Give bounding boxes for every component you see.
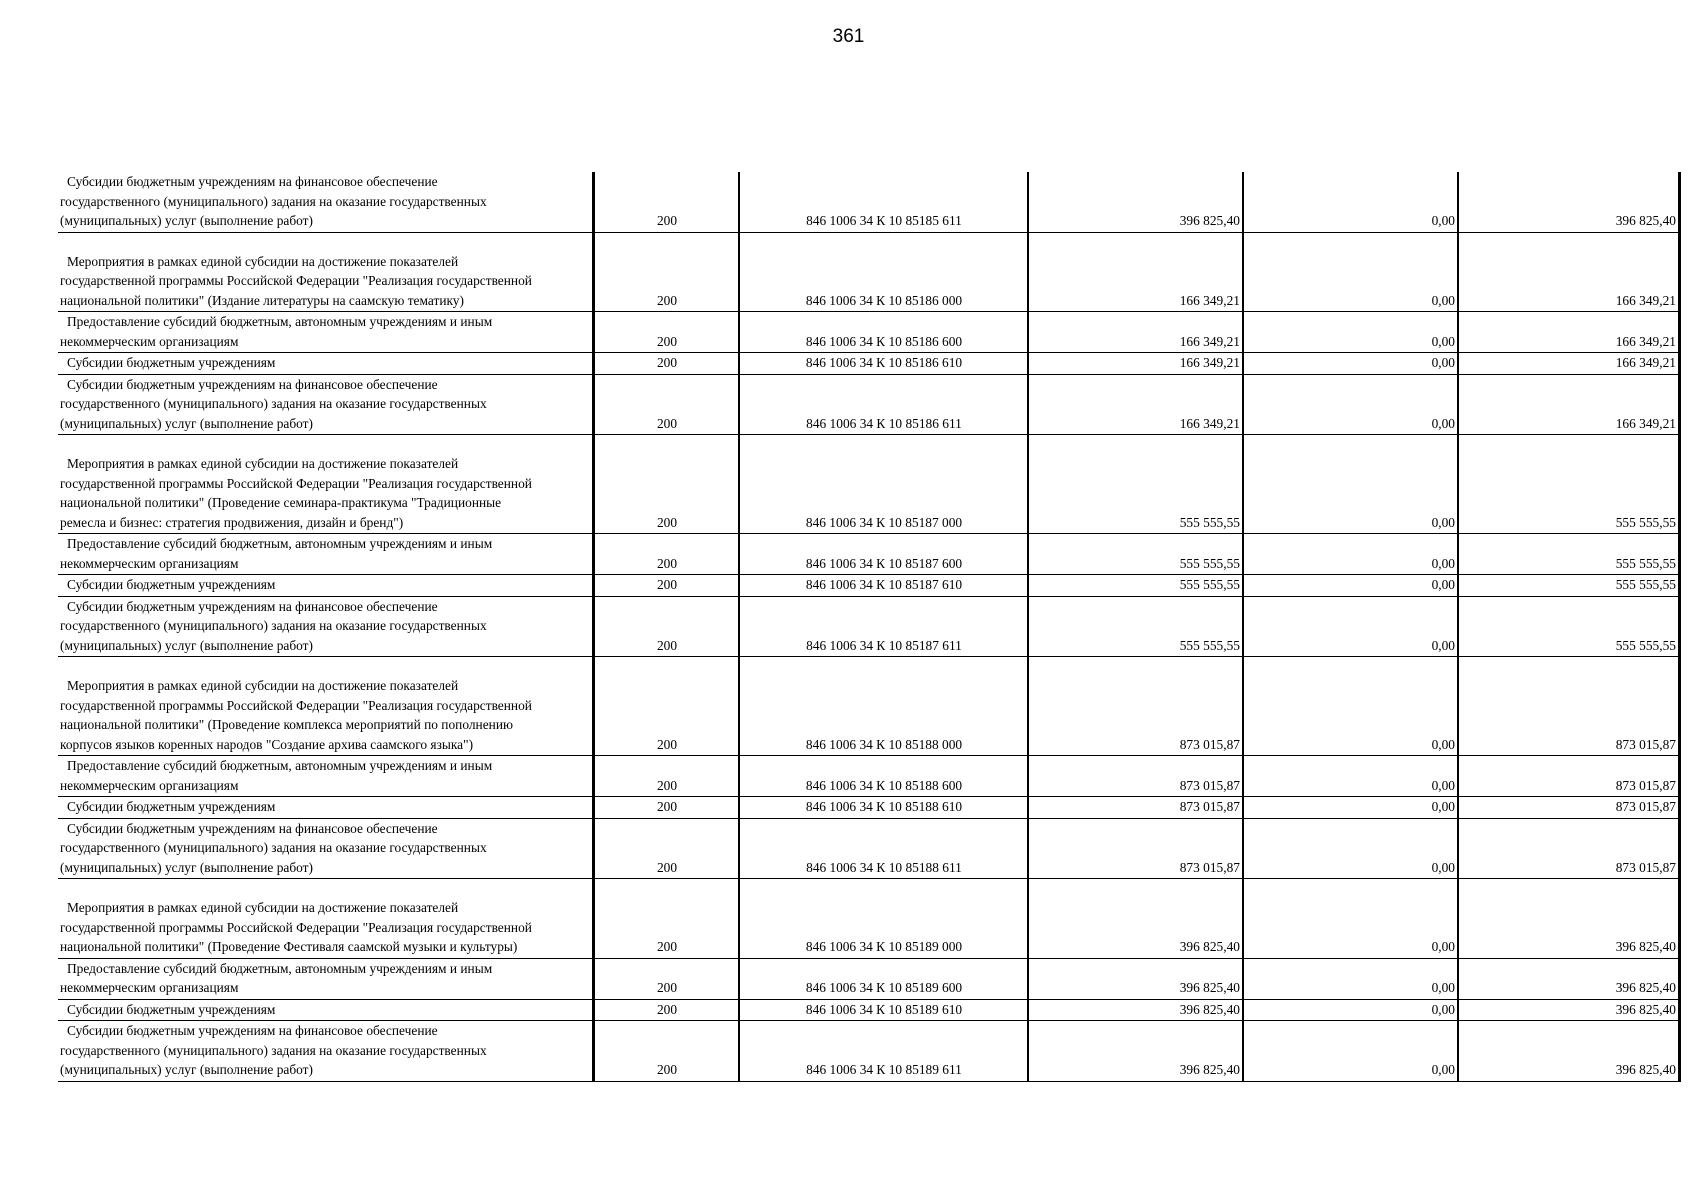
amount-plan-cell: 396 825,40 bbox=[1028, 958, 1243, 999]
amount-change-cell: 0,00 bbox=[1243, 534, 1458, 575]
expense-name-line: Субсидии бюджетным учреждениям на финансовое обеспечение bbox=[67, 820, 438, 836]
expense-name-line: (муниципальных) услуг (выполнение работ) bbox=[60, 859, 313, 875]
admin-code-cell: 200 bbox=[594, 958, 740, 999]
admin-code-cell: 200 bbox=[594, 172, 740, 232]
budget-classification-cell: 846 1006 34 К 10 85186 611 bbox=[739, 374, 1028, 435]
budget-classification-cell: 846 1006 34 К 10 85188 611 bbox=[739, 818, 1028, 879]
amount-total-cell: 396 825,40 bbox=[1458, 958, 1680, 999]
expense-name-cell bbox=[58, 818, 594, 879]
expense-name-line: Субсидии бюджетным учреждениям bbox=[67, 1001, 276, 1017]
expense-name-line: некоммерческим организациям bbox=[60, 777, 239, 793]
budget-classification-cell: 846 1006 34 К 10 85188 600 bbox=[739, 756, 1028, 797]
amount-change-cell: 0,00 bbox=[1243, 232, 1458, 312]
admin-code-cell: 200 bbox=[594, 1021, 740, 1082]
amount-change-cell: 0,00 bbox=[1243, 374, 1458, 435]
table-row bbox=[58, 999, 1680, 1021]
amount-total-cell: 396 825,40 bbox=[1458, 879, 1680, 959]
budget-table bbox=[58, 172, 1681, 1082]
amount-change-cell: 0,00 bbox=[1243, 312, 1458, 353]
table-row bbox=[58, 657, 1680, 756]
table-row bbox=[58, 596, 1680, 657]
budget-classification-cell: 846 1006 34 К 10 85189 600 bbox=[739, 958, 1028, 999]
expense-name-line: (муниципальных) услуг (выполнение работ) bbox=[60, 637, 313, 653]
table-row bbox=[58, 172, 1680, 232]
amount-plan-cell: 555 555,55 bbox=[1028, 435, 1243, 534]
admin-code-cell: 200 bbox=[594, 232, 740, 312]
amount-total-cell: 555 555,55 bbox=[1458, 575, 1680, 597]
amount-plan-cell: 555 555,55 bbox=[1028, 575, 1243, 597]
budget-classification-cell: 846 1006 34 К 10 85189 000 bbox=[739, 879, 1028, 959]
expense-name-line: Предоставление субсидий бюджетным, автономным учреждениям и иным bbox=[67, 758, 493, 773]
expense-name-line: государственного (муниципального) задания на оказание государственных bbox=[60, 840, 487, 855]
amount-plan-cell: 873 015,87 bbox=[1028, 818, 1243, 879]
expense-name-line: Субсидии бюджетным учреждениям на финансовое обеспечение bbox=[67, 598, 438, 614]
budget-table-body bbox=[58, 172, 1680, 1081]
amount-plan-cell: 555 555,55 bbox=[1028, 534, 1243, 575]
admin-code-cell: 200 bbox=[594, 534, 740, 575]
amount-total-cell: 873 015,87 bbox=[1458, 797, 1680, 819]
amount-plan-cell: 396 825,40 bbox=[1028, 879, 1243, 959]
page-number: 361 bbox=[832, 26, 865, 47]
admin-code-cell: 200 bbox=[594, 575, 740, 597]
budget-classification-cell: 846 1006 34 К 10 85187 610 bbox=[739, 575, 1028, 597]
expense-name-cell bbox=[58, 999, 594, 1021]
expense-name-line: национальной политики" (Проведение семинара-практикума "Традиционные bbox=[60, 495, 502, 510]
admin-code-cell: 200 bbox=[594, 596, 740, 657]
expense-name-cell bbox=[58, 534, 594, 575]
expense-name-line: государственной программы Российской Федерации "Реализация государственной bbox=[60, 697, 532, 713]
table-row bbox=[58, 232, 1680, 312]
amount-change-cell: 0,00 bbox=[1243, 797, 1458, 819]
amount-change-cell: 0,00 bbox=[1243, 575, 1458, 597]
expense-name-line: (муниципальных) услуг (выполнение работ) bbox=[60, 415, 313, 431]
table-row bbox=[58, 312, 1680, 353]
amount-plan-cell: 873 015,87 bbox=[1028, 797, 1243, 819]
expense-name-cell bbox=[58, 879, 594, 959]
expense-name-line: государственного (муниципального) задания на оказание государственных bbox=[60, 1042, 487, 1058]
expense-name-line: Предоставление субсидий бюджетным, автономным учреждениям и иным bbox=[67, 314, 493, 329]
expense-name-cell bbox=[58, 575, 594, 597]
amount-plan-cell: 166 349,21 bbox=[1028, 353, 1243, 375]
amount-total-cell: 396 825,40 bbox=[1458, 172, 1680, 232]
expense-name-line: Предоставление субсидий бюджетным, автономным учреждениям и иным bbox=[67, 960, 493, 976]
budget-classification-cell: 846 1006 34 К 10 85186 610 bbox=[739, 353, 1028, 375]
expense-name-line: (муниципальных) услуг (выполнение работ) bbox=[60, 213, 313, 228]
expense-name-cell bbox=[58, 312, 594, 353]
amount-total-cell: 166 349,21 bbox=[1458, 353, 1680, 375]
amount-plan-cell: 873 015,87 bbox=[1028, 756, 1243, 797]
expense-name-line: Субсидии бюджетным учреждениям bbox=[67, 577, 276, 592]
admin-code-cell: 200 bbox=[594, 353, 740, 375]
expense-name-line: Субсидии бюджетным учреждениям bbox=[67, 355, 276, 370]
amount-total-cell: 166 349,21 bbox=[1458, 312, 1680, 353]
budget-classification-cell: 846 1006 34 К 10 85188 610 bbox=[739, 797, 1028, 819]
amount-total-cell: 555 555,55 bbox=[1458, 435, 1680, 534]
expense-name-cell bbox=[58, 958, 594, 999]
expense-name-cell bbox=[58, 353, 594, 375]
budget-classification-cell: 846 1006 34 К 10 85187 611 bbox=[739, 596, 1028, 657]
amount-plan-cell: 396 825,40 bbox=[1028, 1021, 1243, 1082]
table-row bbox=[58, 879, 1680, 959]
table-row bbox=[58, 1021, 1680, 1082]
admin-code-cell: 200 bbox=[594, 657, 740, 756]
expense-name-line: Субсидии бюджетным учреждениям на финансовое обеспечение bbox=[67, 376, 438, 392]
budget-classification-cell: 846 1006 34 К 10 85188 000 bbox=[739, 657, 1028, 756]
table-row bbox=[58, 958, 1680, 999]
amount-total-cell: 396 825,40 bbox=[1458, 999, 1680, 1021]
expense-name-line: корпусов языков коренных народов "Создание архива саамского языка") bbox=[60, 736, 474, 752]
amount-total-cell: 166 349,21 bbox=[1458, 232, 1680, 312]
budget-classification-cell: 846 1006 34 К 10 85185 611 bbox=[739, 172, 1028, 232]
table-row bbox=[58, 374, 1680, 435]
amount-change-cell: 0,00 bbox=[1243, 999, 1458, 1021]
expense-name-cell bbox=[58, 756, 594, 797]
admin-code-cell: 200 bbox=[594, 312, 740, 353]
expense-name-line: национальной политики" (Издание литературы на саамскую тематику) bbox=[60, 292, 464, 308]
amount-change-cell: 0,00 bbox=[1243, 435, 1458, 534]
expense-name-line: Предоставление субсидий бюджетным, автономным учреждениям и иным bbox=[67, 536, 493, 551]
table-row bbox=[58, 756, 1680, 797]
expense-name-line: Мероприятия в рамках единой субсидии на достижение показателей bbox=[67, 456, 459, 471]
table-row bbox=[58, 575, 1680, 597]
expense-name-line: национальной политики" (Проведение Фестиваля саамской музыки и культуры) bbox=[60, 939, 518, 954]
amount-total-cell: 873 015,87 bbox=[1458, 818, 1680, 879]
table-row bbox=[58, 353, 1680, 375]
amount-change-cell: 0,00 bbox=[1243, 818, 1458, 879]
amount-total-cell: 555 555,55 bbox=[1458, 596, 1680, 657]
budget-classification-cell: 846 1006 34 К 10 85187 000 bbox=[739, 435, 1028, 534]
amount-plan-cell: 873 015,87 bbox=[1028, 657, 1243, 756]
expense-name-line: Субсидии бюджетным учреждениям на финансовое обеспечение bbox=[67, 1023, 438, 1038]
admin-code-cell: 200 bbox=[594, 879, 740, 959]
expense-name-cell bbox=[58, 232, 594, 312]
amount-total-cell: 166 349,21 bbox=[1458, 374, 1680, 435]
admin-code-cell: 200 bbox=[594, 999, 740, 1021]
expense-name-line: государственной программы Российской Федерации "Реализация государственной bbox=[60, 475, 532, 491]
expense-name-cell bbox=[58, 596, 594, 657]
admin-code-cell: 200 bbox=[594, 435, 740, 534]
admin-code-cell: 200 bbox=[594, 756, 740, 797]
expense-name-line: ремесла и бизнес: стратегия продвижения, дизайн и бренд") bbox=[60, 514, 404, 530]
expense-name-line: государственного (муниципального) задания на оказание государственных bbox=[60, 193, 487, 209]
expense-name-line: государственного (муниципального) задания на оказание государственных bbox=[60, 396, 487, 411]
expense-name-cell bbox=[58, 435, 594, 534]
table-row bbox=[58, 818, 1680, 879]
expense-name-line: государственной программы Российской Федерации "Реализация государственной bbox=[60, 919, 532, 935]
expense-name-line: (муниципальных) услуг (выполнение работ) bbox=[60, 1062, 313, 1077]
amount-plan-cell: 166 349,21 bbox=[1028, 374, 1243, 435]
expense-name-line: Мероприятия в рамках единой субсидии на достижение показателей bbox=[67, 678, 459, 693]
amount-total-cell: 555 555,55 bbox=[1458, 534, 1680, 575]
table-row bbox=[58, 797, 1680, 819]
amount-change-cell: 0,00 bbox=[1243, 958, 1458, 999]
expense-name-cell bbox=[58, 657, 594, 756]
admin-code-cell: 200 bbox=[594, 374, 740, 435]
expense-name-cell bbox=[58, 1021, 594, 1082]
amount-change-cell: 0,00 bbox=[1243, 756, 1458, 797]
budget-classification-cell: 846 1006 34 К 10 85189 611 bbox=[739, 1021, 1028, 1082]
amount-total-cell: 873 015,87 bbox=[1458, 657, 1680, 756]
amount-total-cell: 873 015,87 bbox=[1458, 756, 1680, 797]
amount-change-cell: 0,00 bbox=[1243, 1021, 1458, 1082]
expense-name-line: Мероприятия в рамках единой субсидии на достижение показателей bbox=[67, 253, 459, 269]
expense-name-line: Субсидии бюджетным учреждениям на финансовое обеспечение bbox=[67, 174, 438, 189]
table-row bbox=[58, 435, 1680, 534]
expense-name-line: некоммерческим организациям bbox=[60, 333, 239, 349]
amount-change-cell: 0,00 bbox=[1243, 657, 1458, 756]
amount-plan-cell: 166 349,21 bbox=[1028, 312, 1243, 353]
expense-name-line: Мероприятия в рамках единой субсидии на достижение показателей bbox=[67, 900, 459, 915]
amount-change-cell: 0,00 bbox=[1243, 879, 1458, 959]
expense-name-line: национальной политики" (Проведение комплекса мероприятий по пополнению bbox=[60, 717, 513, 732]
budget-classification-cell: 846 1006 34 К 10 85187 600 bbox=[739, 534, 1028, 575]
expense-name-cell bbox=[58, 797, 594, 819]
table-row bbox=[58, 534, 1680, 575]
amount-plan-cell: 396 825,40 bbox=[1028, 172, 1243, 232]
amount-change-cell: 0,00 bbox=[1243, 172, 1458, 232]
amount-plan-cell: 555 555,55 bbox=[1028, 596, 1243, 657]
admin-code-cell: 200 bbox=[594, 818, 740, 879]
budget-classification-cell: 846 1006 34 К 10 85186 000 bbox=[739, 232, 1028, 312]
admin-code-cell: 200 bbox=[594, 797, 740, 819]
expense-name-line: некоммерческим организациям bbox=[60, 980, 239, 995]
expense-name-line: государственной программы Российской Федерации "Реализация государственной bbox=[60, 273, 532, 288]
expense-name-line: Субсидии бюджетным учреждениям bbox=[67, 799, 276, 814]
expense-name-line: некоммерческим организациям bbox=[60, 555, 239, 571]
amount-plan-cell: 396 825,40 bbox=[1028, 999, 1243, 1021]
expense-name-cell bbox=[58, 374, 594, 435]
budget-classification-cell: 846 1006 34 К 10 85189 610 bbox=[739, 999, 1028, 1021]
expense-name-line: государственного (муниципального) задания на оказание государственных bbox=[60, 618, 487, 633]
amount-change-cell: 0,00 bbox=[1243, 353, 1458, 375]
budget-classification-cell: 846 1006 34 К 10 85186 600 bbox=[739, 312, 1028, 353]
amount-change-cell: 0,00 bbox=[1243, 596, 1458, 657]
amount-total-cell: 396 825,40 bbox=[1458, 1021, 1680, 1082]
expense-name-cell bbox=[58, 172, 594, 232]
amount-plan-cell: 166 349,21 bbox=[1028, 232, 1243, 312]
